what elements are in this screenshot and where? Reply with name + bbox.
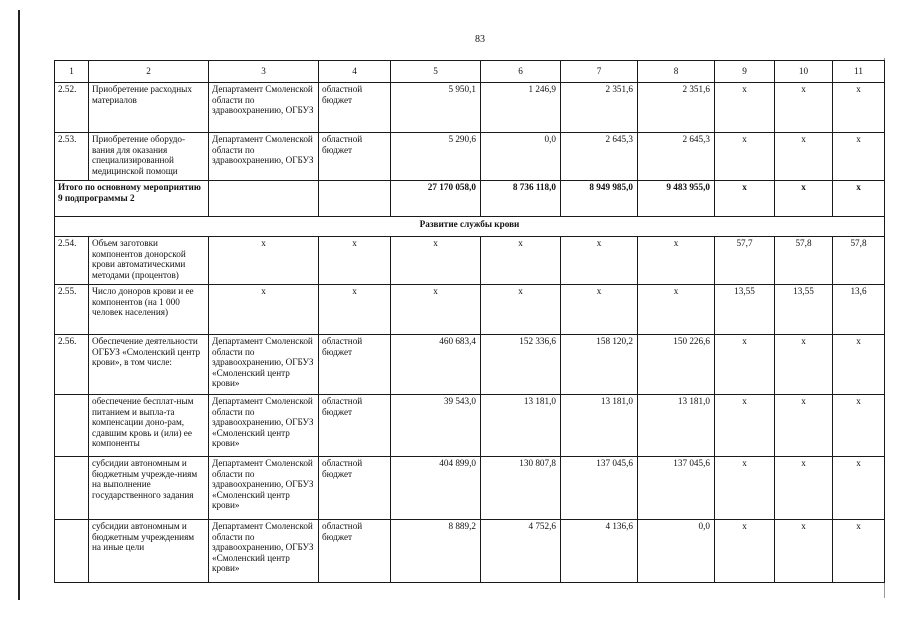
row-value-9: x: [715, 395, 775, 457]
section-title: Развитие службы крови: [55, 217, 885, 237]
row-value-11: 13,6: [833, 285, 885, 335]
table-row: [55, 237, 885, 285]
row-value-7: 137 045,6: [561, 457, 638, 520]
total-value-6: 8 736 118,0: [481, 181, 561, 217]
row-executor: Департамент Смоленской области по здравоохранению, ОГБУЗ «Смоленский центр крови»: [209, 395, 319, 457]
row-value-11: x: [833, 520, 885, 583]
row-executor: Департамент Смоленской области по здравоохранению, ОГБУЗ «Смоленский центр крови»: [209, 335, 319, 395]
column-number: 3: [209, 61, 319, 83]
row-name: субсидии автономным и бюджетным учреждениям на иные цели: [89, 520, 209, 583]
row-value-8: 0,0: [638, 520, 715, 583]
row-value-10: 13,55: [775, 285, 833, 335]
section-row: [55, 217, 885, 237]
row-executor: Департамент Смоленской области по здравоохранению, ОГБУЗ: [209, 83, 319, 133]
table-row: [55, 285, 885, 335]
row-value-8: 2 351,6: [638, 83, 715, 133]
row-funding-source: областной бюджет: [319, 457, 391, 520]
row-value-9: x: [715, 335, 775, 395]
row-value-6: 0,0: [481, 133, 561, 181]
total-value-7: 8 949 985,0: [561, 181, 638, 217]
column-number-row: [55, 61, 885, 83]
row-name: Приобретение оборудо-вания для оказания специализированной медицинской помощи: [89, 133, 209, 181]
table-row: [55, 457, 885, 520]
column-number: 5: [391, 61, 481, 83]
row-number: [55, 395, 89, 457]
row-number: 2.54.: [55, 237, 89, 285]
column-number: 8: [638, 61, 715, 83]
row-value-7: 13 181,0: [561, 395, 638, 457]
row-value-10: x: [775, 520, 833, 583]
column-number: 4: [319, 61, 391, 83]
row-funding-source: областной бюджет: [319, 83, 391, 133]
total-value-9: x: [715, 181, 775, 217]
row-funding-source: x: [319, 237, 391, 285]
row-value-5: 404 899,0: [391, 457, 481, 520]
row-value-8: x: [638, 237, 715, 285]
row-value-9: 13,55: [715, 285, 775, 335]
row-value-6: 4 752,6: [481, 520, 561, 583]
row-number: [55, 457, 89, 520]
table-row: [55, 133, 885, 181]
row-value-11: x: [833, 395, 885, 457]
row-value-10: x: [775, 335, 833, 395]
row-value-5: 8 889,2: [391, 520, 481, 583]
total-value-11: x: [833, 181, 885, 217]
row-value-7: x: [561, 237, 638, 285]
row-value-7: 4 136,6: [561, 520, 638, 583]
row-name: Объем заготовки компонентов донорской крови автоматическими методами (процентов): [89, 237, 209, 285]
row-value-6: 152 336,6: [481, 335, 561, 395]
row-name: Число доноров крови и ее компонентов (на 1 000 человек населения): [89, 285, 209, 335]
row-value-11: x: [833, 335, 885, 395]
row-value-6: 1 246,9: [481, 83, 561, 133]
row-value-8: 2 645,3: [638, 133, 715, 181]
row-number: [55, 520, 89, 583]
row-value-9: x: [715, 520, 775, 583]
column-number: 2: [89, 61, 209, 83]
total-value-10: x: [775, 181, 833, 217]
table-row: [55, 83, 885, 133]
row-name: Обеспечение деятельности ОГБУЗ «Смоленский центр крови», в том числе:: [89, 335, 209, 395]
row-funding-source: областной бюджет: [319, 335, 391, 395]
row-value-6: 130 807,8: [481, 457, 561, 520]
row-value-11: x: [833, 83, 885, 133]
column-number: 1: [55, 61, 89, 83]
row-number: 2.56.: [55, 335, 89, 395]
column-number: 11: [833, 61, 885, 83]
row-executor: Департамент Смоленской области по здравоохранению, ОГБУЗ: [209, 133, 319, 181]
left-binding-rule: [18, 10, 20, 600]
row-value-11: 57,8: [833, 237, 885, 285]
row-value-5: 39 543,0: [391, 395, 481, 457]
row-name: субсидии автономным и бюджетным учрежде-ниям на выполнение государственного задания: [89, 457, 209, 520]
table-row: [55, 520, 885, 583]
row-value-7: 2 645,3: [561, 133, 638, 181]
row-number: 2.55.: [55, 285, 89, 335]
row-executor: Департамент Смоленской области по здравоохранению, ОГБУЗ «Смоленский центр крови»: [209, 457, 319, 520]
column-number: 10: [775, 61, 833, 83]
row-value-10: x: [775, 457, 833, 520]
total-label: Итого по основному мероприятию 9 подпрограммы 2: [55, 181, 209, 217]
budget-table: [54, 60, 885, 583]
row-value-8: x: [638, 285, 715, 335]
row-value-9: 57,7: [715, 237, 775, 285]
row-name: Приобретение расходных материалов: [89, 83, 209, 133]
row-value-7: 158 120,2: [561, 335, 638, 395]
row-funding-source: x: [319, 285, 391, 335]
row-value-6: 13 181,0: [481, 395, 561, 457]
row-value-10: x: [775, 83, 833, 133]
row-value-7: x: [561, 285, 638, 335]
page-number: 83: [475, 34, 485, 45]
row-value-5: 460 683,4: [391, 335, 481, 395]
row-value-10: x: [775, 133, 833, 181]
row-value-10: x: [775, 395, 833, 457]
row-funding-source: областной бюджет: [319, 520, 391, 583]
row-value-11: x: [833, 133, 885, 181]
row-value-8: 13 181,0: [638, 395, 715, 457]
row-value-9: x: [715, 133, 775, 181]
total-value-8: 9 483 955,0: [638, 181, 715, 217]
total-value-5: 27 170 058,0: [391, 181, 481, 217]
row-value-5: 5 290,6: [391, 133, 481, 181]
column-number: 6: [481, 61, 561, 83]
row-value-5: 5 950,1: [391, 83, 481, 133]
row-executor: Департамент Смоленской области по здравоохранению, ОГБУЗ «Смоленский центр крови»: [209, 520, 319, 583]
row-value-10: 57,8: [775, 237, 833, 285]
row-number: 2.53.: [55, 133, 89, 181]
row-value-8: 137 045,6: [638, 457, 715, 520]
row-value-8: 150 226,6: [638, 335, 715, 395]
column-number: 7: [561, 61, 638, 83]
row-value-5: x: [391, 285, 481, 335]
row-number: 2.52.: [55, 83, 89, 133]
row-funding-source: областной бюджет: [319, 133, 391, 181]
table-row: [55, 335, 885, 395]
table-row: [55, 395, 885, 457]
row-value-9: x: [715, 83, 775, 133]
row-value-5: x: [391, 237, 481, 285]
row-value-11: x: [833, 457, 885, 520]
row-executor: x: [209, 237, 319, 285]
column-number: 9: [715, 61, 775, 83]
row-funding-source: областной бюджет: [319, 395, 391, 457]
row-value-6: x: [481, 285, 561, 335]
row-value-9: x: [715, 457, 775, 520]
row-executor: x: [209, 285, 319, 335]
total-row: [55, 181, 885, 217]
row-value-7: 2 351,6: [561, 83, 638, 133]
row-value-6: x: [481, 237, 561, 285]
row-name: обеспечение бесплат-ным питанием и выпла-та компенсации доно-рам, сдавшим кровь и (или) ее компоненты: [89, 395, 209, 457]
